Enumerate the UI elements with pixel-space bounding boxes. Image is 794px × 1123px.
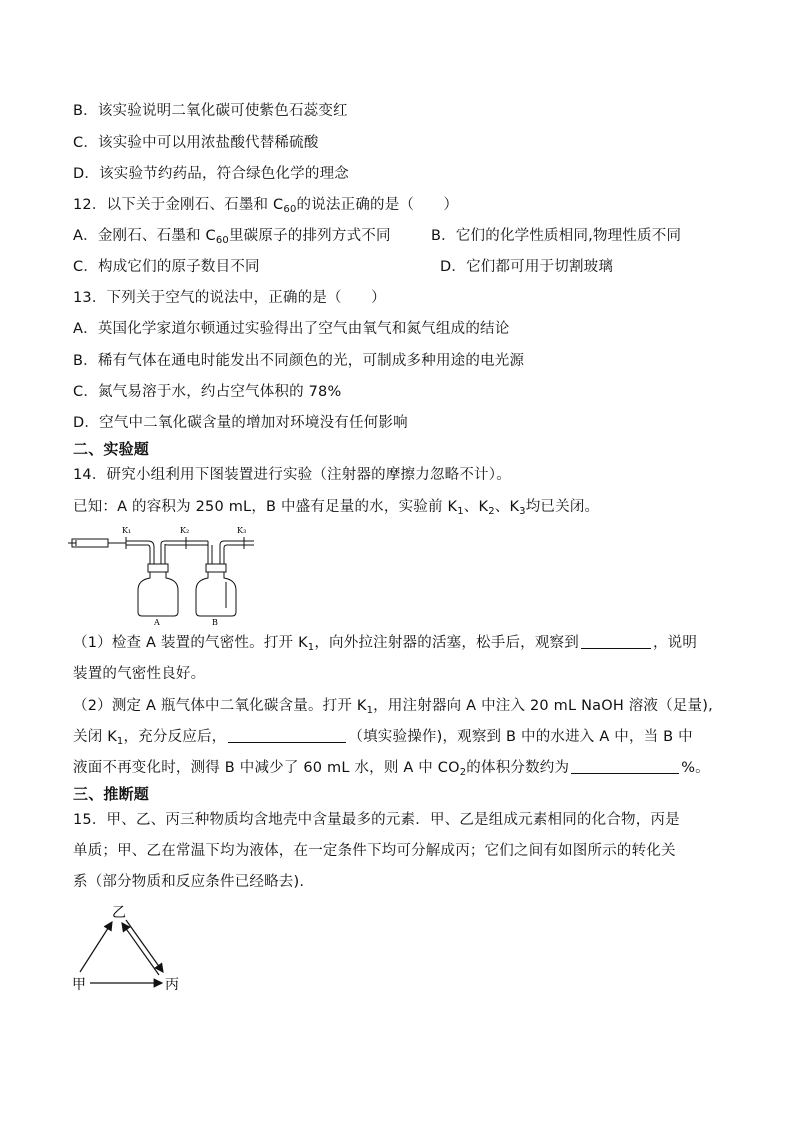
conversion-diagram xyxy=(68,900,188,996)
q13-stem: 13．下列关于空气的说法中，正确的是（ ） xyxy=(73,290,386,306)
q11-option-c: C．该实验中可以用浓盐酸代替稀硫酸 xyxy=(73,135,319,151)
q13-option-b: B．稀有气体在通电时能发出不同颜色的光，可制成多种用途的电光源 xyxy=(73,353,525,369)
bottle-a-stopper xyxy=(148,564,168,572)
node-yi: 乙 xyxy=(112,905,126,921)
label-k1: K₁ xyxy=(122,526,132,535)
q14-part2: （2）测定 A 瓶气体中二氧化碳含量。打开 $K_1$，用注射器向 A 中注入 20 mL NaOH 溶液（足量), xyxy=(73,698,713,716)
q12-option-d: D．它们都可用于切割玻璃 xyxy=(440,259,614,275)
answer-blank-3[interactable] xyxy=(571,759,679,774)
answer-blank-2[interactable] xyxy=(228,728,346,743)
q13-option-d: D．空气中二氧化碳含量的增加对环境没有任何影响 xyxy=(73,415,408,431)
q14-stem: 14．研究小组利用下图装置进行实验（注射器的摩擦力忽略不计）。 xyxy=(73,467,511,483)
q14-part2-line2: 关闭 $K_1$，充分反应后， （填实验操作)，观察到 B 中的水进入 A 中，当 B 中 xyxy=(73,729,693,747)
q15-line2: 单质；甲、乙在常温下均为液体，在一定条件下均可分解成丙；它们之间有如图所示的转化关 xyxy=(73,843,676,859)
q13-option-c: C．氮气易溶于水，约占空气体积的 78% xyxy=(73,384,342,400)
label-k2: K₂ xyxy=(180,526,190,535)
q15-line3: 系（部分物质和反应条件已经略去). xyxy=(73,874,305,890)
apparatus-figure xyxy=(68,522,258,626)
q12-option-a: A．金刚石、石墨和 $C_{60}$里碳原子的排列方式不同 xyxy=(73,228,391,246)
arrow-bing-to-yi xyxy=(122,923,159,975)
arrow-jia-to-yi xyxy=(80,922,112,972)
q14-part2-line3: 液面不再变化时，测得 B 中减少了 60 mL 水，则 A 中 $CO_2$的体积分数约为 %。 xyxy=(73,760,710,778)
q12-option-b: B．它们的化学性质相同,物理性质不同 xyxy=(431,228,682,244)
bottle-b-stopper xyxy=(206,564,226,572)
q15-line1: 15．甲、乙、丙三种物质均含地壳中含量最多的元素．甲、乙是组成元素相同的化合物，丙是 xyxy=(73,812,680,828)
q12-option-c: C．构成它们的原子数目不同 xyxy=(73,259,260,275)
section-inference-heading: 三、推断题 xyxy=(73,785,150,803)
syringe-barrel xyxy=(72,539,108,547)
node-bing: 丙 xyxy=(165,977,179,993)
q14-known: 已知：A 的容积为 250 mL，B 中盛有足量的水，实验前 $K_1$、$K_2$、$K_3$均已关闭。 xyxy=(73,499,600,517)
answer-blank-1[interactable] xyxy=(581,634,651,649)
q12-stem: 12．以下关于金刚石、石墨和 $C_{60}$的说法正确的是（ ） xyxy=(73,197,459,215)
bottle-b xyxy=(196,572,236,616)
q11-option-b: B．该实验说明二氧化碳可使紫色石蕊变红 xyxy=(73,103,348,119)
q11-option-d: D．该实验节约药品，符合绿色化学的理念 xyxy=(73,166,349,182)
label-k3: K₃ xyxy=(237,526,247,535)
q13-option-a: A．英国化学家道尔顿通过实验得出了空气由氧气和氮气组成的结论 xyxy=(73,321,510,337)
label-a: A xyxy=(154,618,160,626)
node-jia: 甲 xyxy=(72,977,86,993)
label-b: B xyxy=(212,618,218,626)
section-experiment-heading: 二、实验题 xyxy=(73,440,150,458)
q14-part1: （1）检查 A 装置的气密性。打开 $K_1$，向外拉注射器的活塞，松手后，观察到 ，说明 xyxy=(73,635,698,653)
q14-part1-line2: 装置的气密性良好。 xyxy=(73,666,206,682)
bottle-a xyxy=(138,572,178,616)
arrow-yi-to-bing xyxy=(126,920,163,972)
